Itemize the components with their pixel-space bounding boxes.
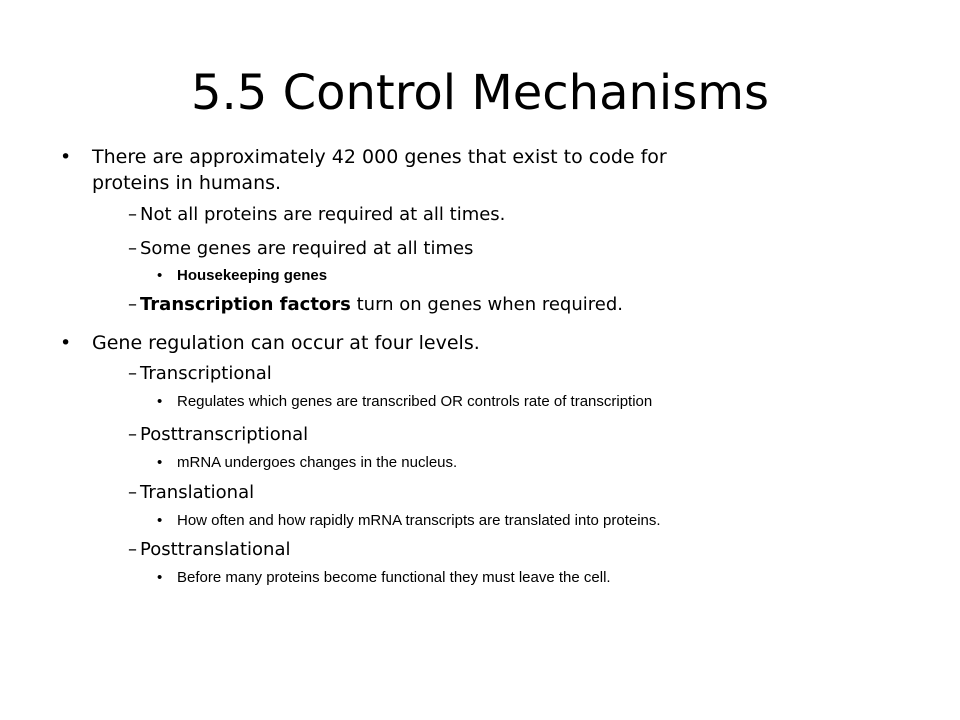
bullet-icon: • xyxy=(157,393,163,410)
level-detail: How often and how rapidly mRNA transcripts are translated into proteins. xyxy=(177,512,661,529)
bullet-icon: • xyxy=(157,454,163,471)
bullet-genes-count xyxy=(60,144,667,196)
level-detail: Before many proteins become functional they must leave the cell. xyxy=(177,569,611,586)
level-detail-transcriptional xyxy=(157,392,652,412)
sub-bullet-text: Not all proteins are required at all times. xyxy=(140,204,506,225)
bullet-gene-regulation xyxy=(60,330,480,356)
level-detail-posttranslational xyxy=(157,568,611,588)
level-transcriptional xyxy=(128,362,272,386)
level-name: Posttranscriptional xyxy=(140,424,309,445)
level-posttranscriptional xyxy=(128,423,308,447)
dash-icon: – xyxy=(128,482,137,503)
level-detail-translational xyxy=(157,511,661,531)
bullet-icon: • xyxy=(157,267,163,284)
slide-title: 5.5 Control Mechanisms xyxy=(190,65,770,121)
level-detail: Regulates which genes are transcribed OR controls rate of transcription xyxy=(177,393,653,410)
level-name: Translational xyxy=(140,482,255,503)
sub-bullet-transcription-factors xyxy=(128,293,623,317)
bullet-text-line2: proteins in humans. xyxy=(92,172,282,194)
bullet-icon: • xyxy=(157,569,163,586)
level-detail-posttranscriptional xyxy=(157,453,457,473)
level-name: Posttranslational xyxy=(140,539,291,560)
bullet-icon: • xyxy=(60,146,72,168)
dash-icon: – xyxy=(128,238,137,259)
sub-sub-bullet-text: Housekeeping genes xyxy=(177,267,328,284)
bullet-icon: • xyxy=(157,512,163,529)
sub-bullet-some-genes xyxy=(128,237,473,261)
bullet-icon: • xyxy=(60,332,72,354)
level-posttranslational xyxy=(128,538,290,562)
sub-bullet-text: Some genes are required at all times xyxy=(140,238,474,259)
dash-icon: – xyxy=(128,363,137,384)
bold-term: Transcription factors xyxy=(140,294,351,315)
level-translational xyxy=(128,481,254,505)
level-detail: mRNA undergoes changes in the nucleus. xyxy=(177,454,458,471)
sub-bullet-not-all xyxy=(128,203,505,227)
bullet-text-line1: There are approximately 42 000 genes that exist to code for xyxy=(92,146,667,168)
level-name: Transcriptional xyxy=(140,363,272,384)
bullet-text: Gene regulation can occur at four levels. xyxy=(92,332,480,354)
dash-icon: – xyxy=(128,204,137,225)
dash-icon: – xyxy=(128,539,137,560)
dash-icon: – xyxy=(128,424,137,445)
sub-bullet-text: turn on genes when required. xyxy=(350,294,623,315)
sub-sub-bullet-housekeeping xyxy=(157,266,327,286)
dash-icon: – xyxy=(128,294,137,315)
